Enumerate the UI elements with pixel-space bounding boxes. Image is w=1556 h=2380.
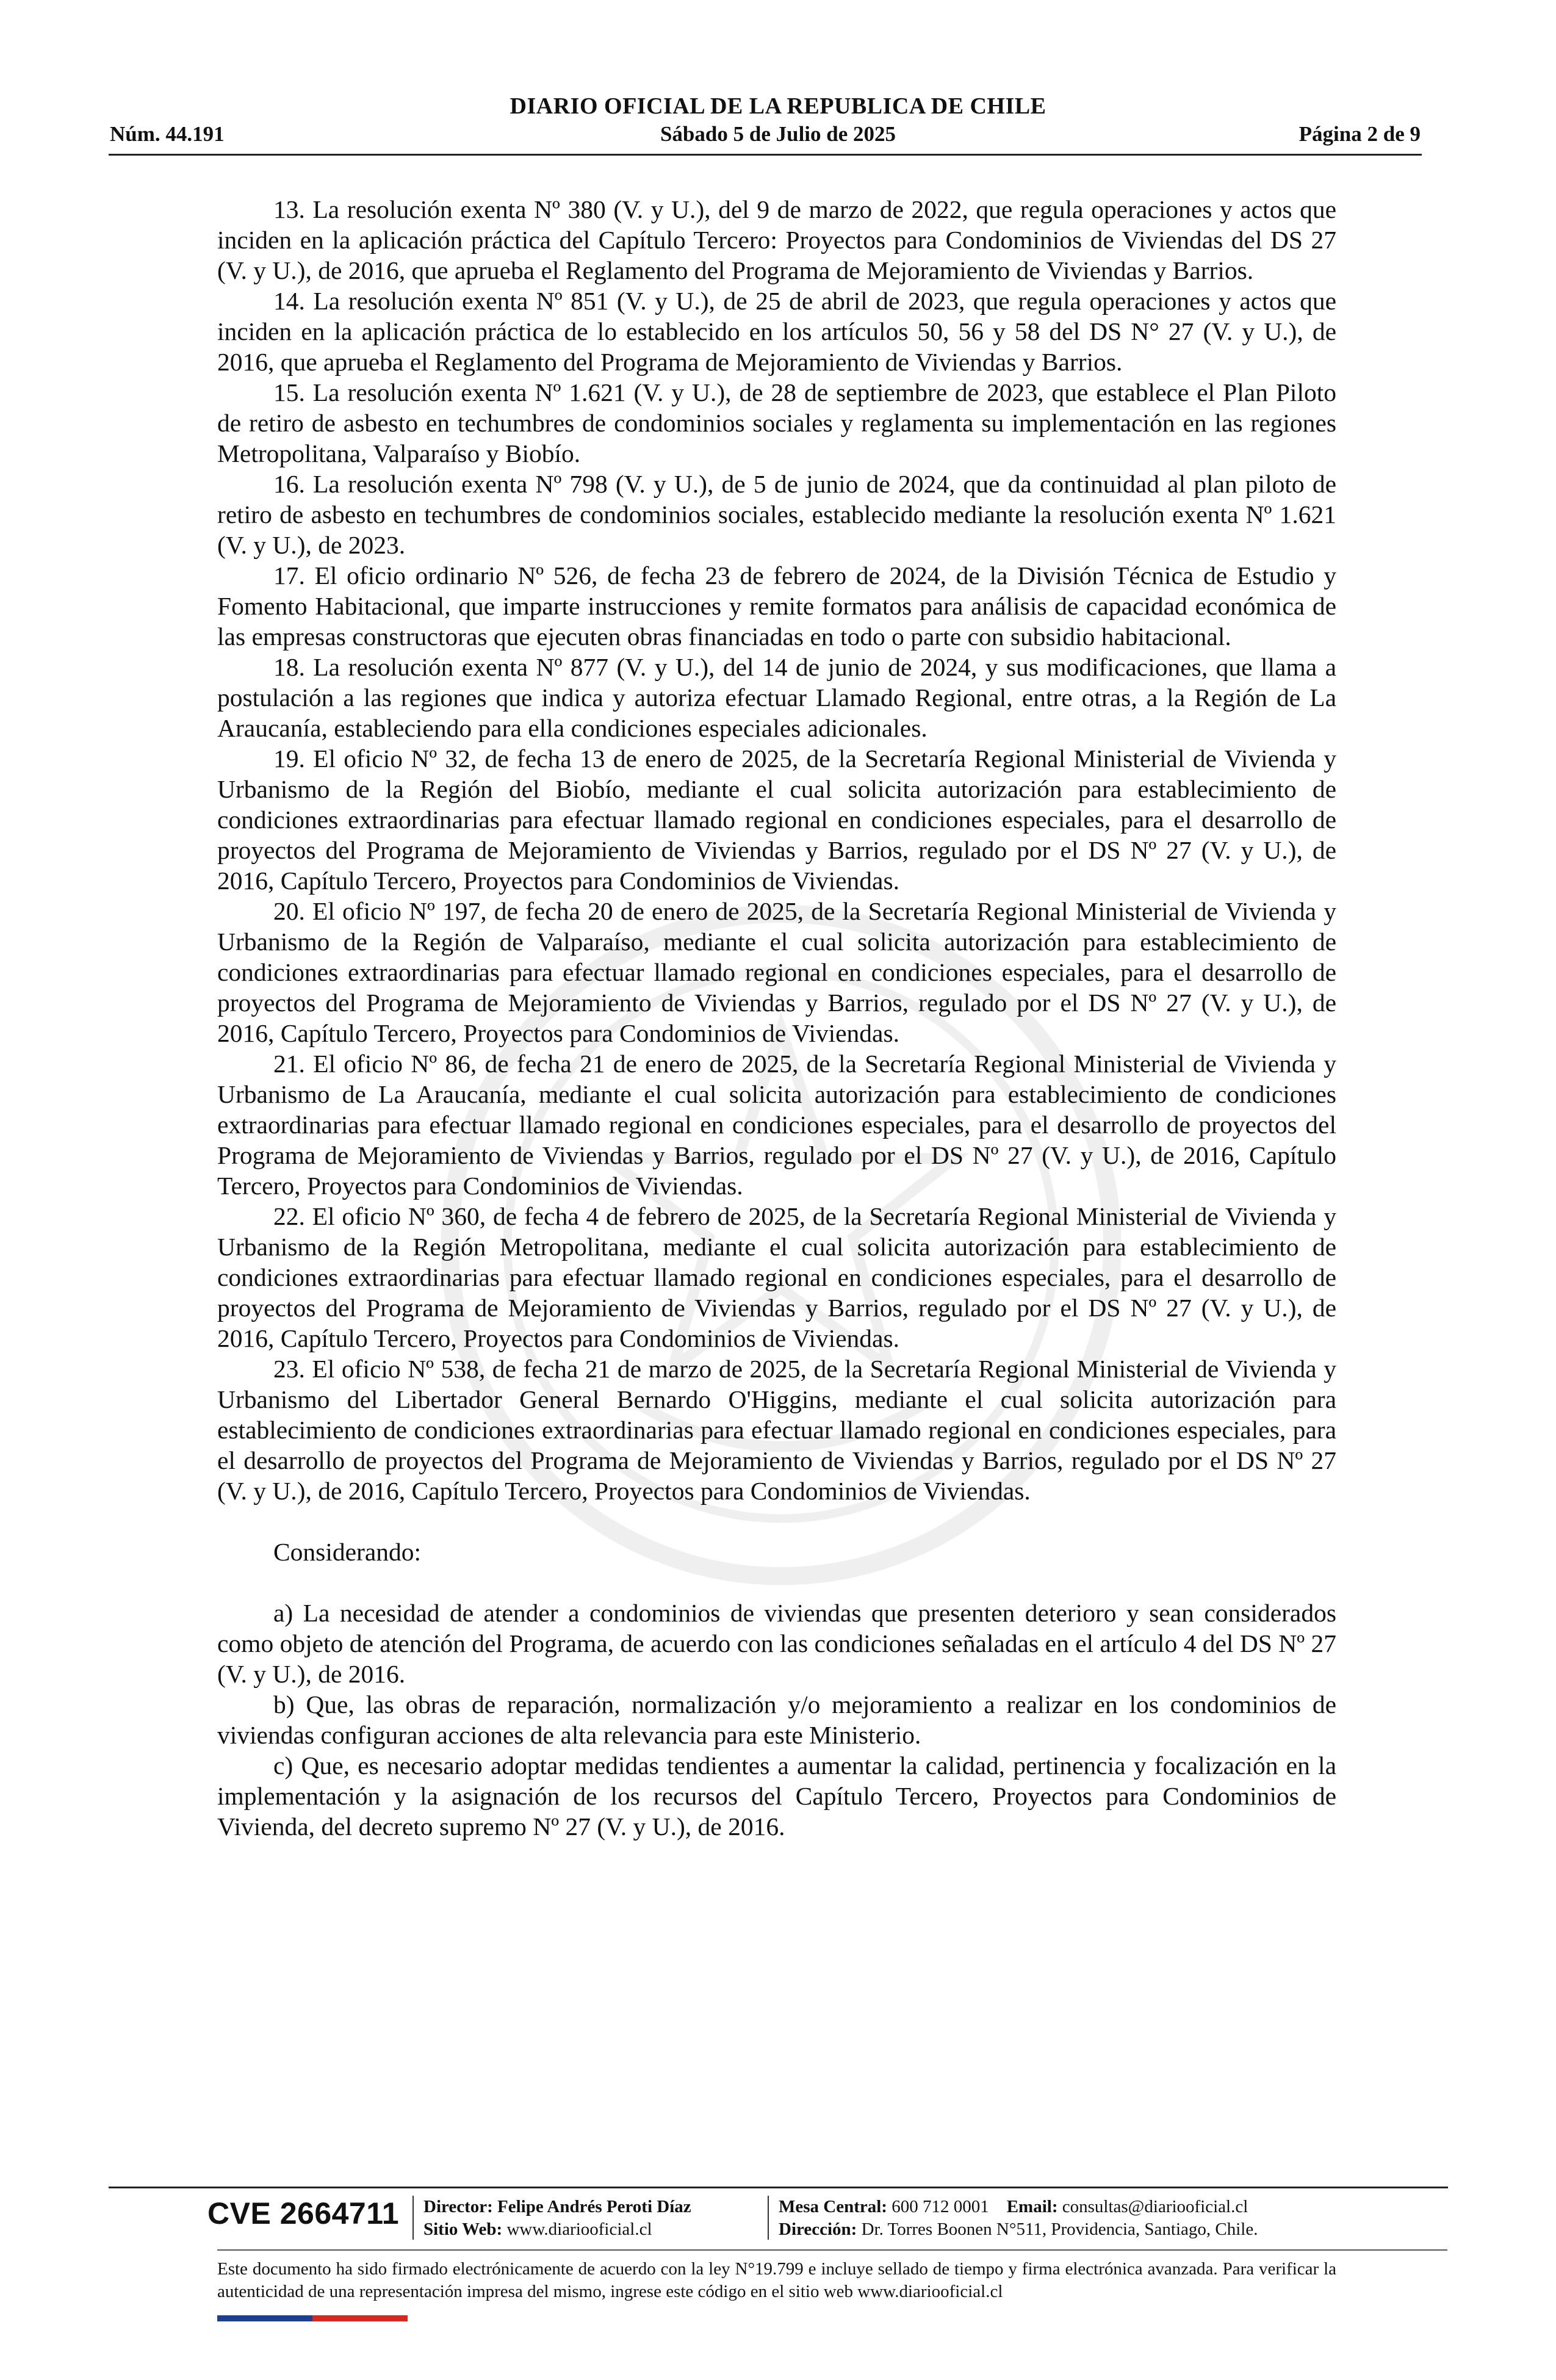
resolution-paragraph: 13. La resolución exenta Nº 380 (V. y U.), del 9 de marzo de 2022, que regula operaciones y actos que inciden en la aplicación práctica del Capítulo Tercero: Proyectos para Condominios de Viviendas del DS 27 (V. y U.), de 2016, que aprueba el Reglamento del Programa de Mejoramiento de Viviendas y Barrios. xyxy=(217,195,1336,284)
resolution-paragraph: 23. El oficio Nº 538, de fecha 21 de marzo de 2025, de la Secretaría Regional Ministerial de Vivienda y Urbanismo del Libertador General Bernardo O'Higgins, mediante el cual solicita autorización para establecimiento de condiciones extraordinarias para efectuar llamado regional en condiciones especiales, para el desarrollo de proyectos del Programa de Mejoramiento de Viviendas y Barrios, regulado por el DS Nº 27 (V. y U.), de 2016, Capítulo Tercero, Proyectos para Condominios de Viviendas. xyxy=(217,1355,1336,1505)
cve-code: CVE 2664711 xyxy=(207,2196,400,2230)
email-link[interactable]: consultas@diariooficial.cl xyxy=(1062,2197,1248,2216)
considerando-heading: Considerando: xyxy=(273,1538,422,1566)
footer-rule-secondary xyxy=(217,2249,1447,2251)
resolution-paragraph: 17. El oficio ordinario Nº 526, de fecha 23 de febrero de 2024, de la División Técnica de Estudio y Fomento Habitacional, que imparte instrucciones y remite formatos para análisis de capacidad económica de las empresas constructoras que ejecuten obras financiadas en todo o parte con subsidio habitacional. xyxy=(217,561,1336,651)
resolution-paragraph: 22. El oficio Nº 360, de fecha 4 de febrero de 2025, de la Secretaría Regional Ministerial de Vivienda y Urbanismo de la Región Metropolitana, mediante el cual solicita autorización para establecimiento de condiciones extraordinarias para efectuar llamado regional en condiciones especiales, para el desarrollo de proyectos del Programa de Mejoramiento de Viviendas y Barrios, regulado por el DS Nº 27 (V. y U.), de 2016, Capítulo Tercero, Proyectos para Condominios de Viviendas. xyxy=(217,1202,1336,1352)
resolution-paragraph: 18. La resolución exenta Nº 877 (V. y U.), del 14 de junio de 2024, y sus modificaciones, que llama a postulación a las regiones que indica y autoriza efectuar Llamado Regional, entre otras, a la Región de La Araucanía, estableciendo para ella condiciones especiales adicionales. xyxy=(217,653,1336,742)
website-label: Sitio Web: xyxy=(423,2220,503,2239)
address-value: Dr. Torres Boonen N°511, Providencia, Santiago, Chile. xyxy=(861,2220,1258,2239)
considerando-paragraph: c) Que, es necesario adoptar medidas tendientes a aumentar la calidad, pertinencia y focalización en la implementación y la asignación de los recursos del Capítulo Tercero, Proyectos para Condominios de Vivienda, del decreto supremo Nº 27 (V. y U.), de 2016. xyxy=(217,1751,1336,1841)
footer-director-block xyxy=(423,2196,691,2241)
mesa-phone: 600 712 0001 xyxy=(891,2197,989,2216)
flag-red-stripe xyxy=(312,2315,408,2321)
mesa-label: Mesa Central: xyxy=(779,2197,887,2216)
resolution-paragraph: 15. La resolución exenta Nº 1.621 (V. y U.), de 28 de septiembre de 2023, que establece el Plan Piloto de retiro de asbesto en techumbres de condominios sociales y reglamenta su implementación en las regiones Metropolitana, Valparaíso y Biobío. xyxy=(217,378,1336,467)
resolution-paragraph: 14. La resolución exenta Nº 851 (V. y U.), de 25 de abril de 2023, que regula operaciones y actos que inciden en la aplicación práctica de lo establecido en los artículos 50, 56 y 58 del DS N° 27 (V. y U.), de 2016, que aprueba el Reglamento del Programa de Mejoramiento de Viviendas y Barrios. xyxy=(217,287,1336,376)
resolution-paragraph: 16. La resolución exenta Nº 798 (V. y U.), de 5 de junio de 2024, que da continuidad al plan piloto de retiro de asbesto en techumbres de condominios sociales, establecido mediante la resolución exenta Nº 1.621 (V. y U.), de 2023. xyxy=(217,470,1336,559)
document-body xyxy=(217,194,1336,1842)
website-link[interactable]: www.diariooficial.cl xyxy=(506,2220,652,2239)
newspaper-title: DIARIO OFICIAL DE LA REPUBLICA DE CHILE xyxy=(510,93,1046,119)
director-label: Director: xyxy=(423,2197,493,2216)
address-label: Dirección: xyxy=(779,2220,857,2239)
email-label: Email: xyxy=(1006,2197,1058,2216)
issue-number: Núm. 44.191 xyxy=(110,122,225,146)
footer-contact-block xyxy=(779,2196,1258,2241)
signature-notice: Este documento ha sido firmado electrónicamente de acuerdo con la ley N°19.799 e incluye sellado de tiempo y firma electrónica avanzada. Para verificar la autenticidad de una representación impresa del mismo, ingrese este código en el sitio web www.diariooficial.cl xyxy=(217,2259,1336,2301)
resolution-paragraph: 21. El oficio Nº 86, de fecha 21 de enero de 2025, de la Secretaría Regional Ministerial de Vivienda y Urbanismo de La Araucanía, mediante el cual solicita autorización para establecimiento de condiciones extraordinarias para efectuar llamado regional en condiciones especiales, para el desarrollo de proyectos del Programa de Mejoramiento de Viviendas y Barrios, regulado por el DS Nº 27 (V. y U.), de 2016, Capítulo Tercero, Proyectos para Condominios de Viviendas. xyxy=(217,1050,1336,1200)
resolution-paragraph: 20. El oficio Nº 197, de fecha 20 de enero de 2025, de la Secretaría Regional Ministerial de Vivienda y Urbanismo de la Región de Valparaíso, mediante el cual solicita autorización para establecimiento de condiciones extraordinarias para efectuar llamado regional en condiciones especiales, para el desarrollo de proyectos del Programa de Mejoramiento de Viviendas y Barrios, regulado por el DS Nº 27 (V. y U.), de 2016, Capítulo Tercero, Proyectos para Condominios de Viviendas. xyxy=(217,897,1336,1047)
page-indicator: Página 2 de 9 xyxy=(1298,122,1421,146)
header-rule xyxy=(109,154,1422,156)
footer-divider xyxy=(412,2196,414,2240)
chile-flag-stripe xyxy=(217,2315,408,2321)
issue-date: Sábado 5 de Julio de 2025 xyxy=(660,122,896,146)
flag-blue-stripe xyxy=(217,2315,312,2321)
footer-divider xyxy=(768,2196,769,2240)
footer-rule xyxy=(109,2187,1448,2188)
considerando-paragraph: a) La necesidad de atender a condominios de viviendas que presenten deterioro y sean considerados como objeto de atención del Programa, de acuerdo con las condiciones señaladas en el artículo 4 del DS Nº 27 (V. y U.), de 2016. xyxy=(217,1599,1336,1688)
resolution-paragraph: 19. El oficio Nº 32, de fecha 13 de enero de 2025, de la Secretaría Regional Ministerial de Vivienda y Urbanismo de la Región del Biobío, mediante el cual solicita autorización para establecimiento de condiciones extraordinarias para efectuar llamado regional en condiciones especiales, para el desarrollo de proyectos del Programa de Mejoramiento de Viviendas y Barrios, regulado por el DS Nº 27 (V. y U.), de 2016, Capítulo Tercero, Proyectos para Condominios de Viviendas. xyxy=(217,745,1336,895)
considerando-paragraph: b) Que, las obras de reparación, normalización y/o mejoramiento a realizar en los condominios de viviendas configuran acciones de alta relevancia para este Ministerio. xyxy=(217,1690,1336,1749)
director-name: Felipe Andrés Peroti Díaz xyxy=(497,2197,691,2216)
